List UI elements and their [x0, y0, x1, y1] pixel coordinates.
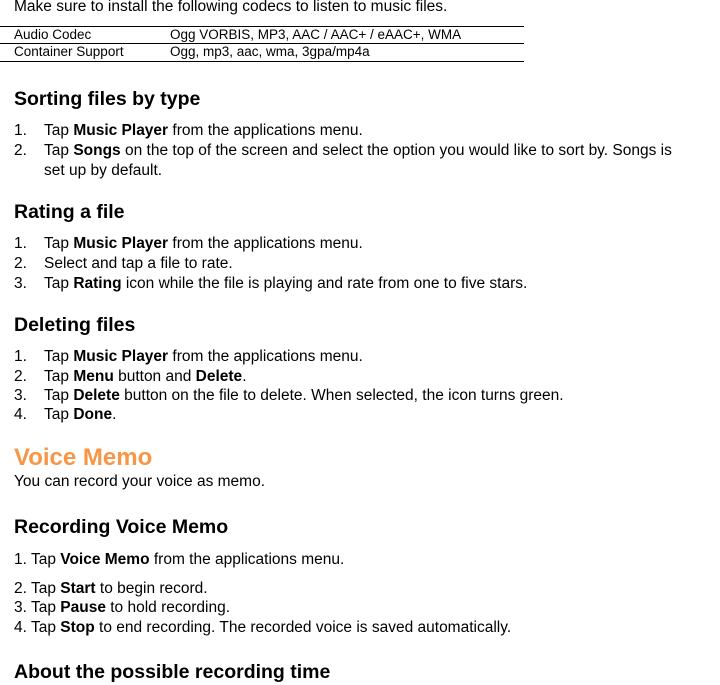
list-item-continuation: set up by default.	[44, 162, 163, 179]
table-cell-label: Container Support	[14, 44, 124, 59]
list-item: 2. Select and tap a file to rate.	[14, 255, 233, 272]
list-item: 3. Tap Delete button on the file to delete. When selected, the icon turns green.	[14, 387, 564, 404]
voice-memo-intro: You can record your voice as memo.	[14, 473, 265, 490]
sorting-heading: Sorting files by type	[14, 88, 201, 110]
intro-text: Make sure to install the following codecs to listen to music files.	[14, 0, 448, 15]
table-bottom-rule	[0, 61, 524, 62]
list-item: 3. Tap Pause to hold recording.	[14, 599, 231, 616]
rating-heading: Rating a file	[14, 201, 125, 223]
deleting-heading: Deleting files	[14, 314, 136, 336]
list-item: 4. Tap Done.	[14, 406, 117, 423]
table-cell-label: Audio Codec	[14, 27, 92, 42]
recording-time-heading: About the possible recording time	[14, 661, 331, 683]
list-item: 1. Tap Music Player from the applications menu.	[14, 122, 363, 139]
voice-memo-title: Voice Memo	[14, 444, 153, 471]
list-item: 2. Tap Songs on the top of the screen and select the option you would like to sort by. Songs is	[14, 142, 672, 159]
list-item: 2. Tap Start to begin record.	[14, 580, 208, 597]
recording-heading: Recording Voice Memo	[14, 516, 229, 538]
list-item: 3. Tap Rating icon while the file is playing and rate from one to five stars.	[14, 275, 528, 292]
list-item: 1. Tap Music Player from the applications menu.	[14, 348, 363, 365]
list-item: 4. Tap Stop to end recording. The recorded voice is saved automatically.	[14, 619, 512, 636]
list-item: 2. Tap Menu button and Delete.	[14, 368, 247, 385]
list-item: 1. Tap Voice Memo from the applications menu.	[14, 551, 345, 568]
table-cell-value: Ogg VORBIS, MP3, AAC / AAC+ / eAAC+, WMA	[170, 27, 462, 42]
table-cell-value: Ogg, mp3, aac, wma, 3gpa/mp4a	[170, 44, 370, 59]
list-item: 1. Tap Music Player from the applications menu.	[14, 235, 363, 252]
